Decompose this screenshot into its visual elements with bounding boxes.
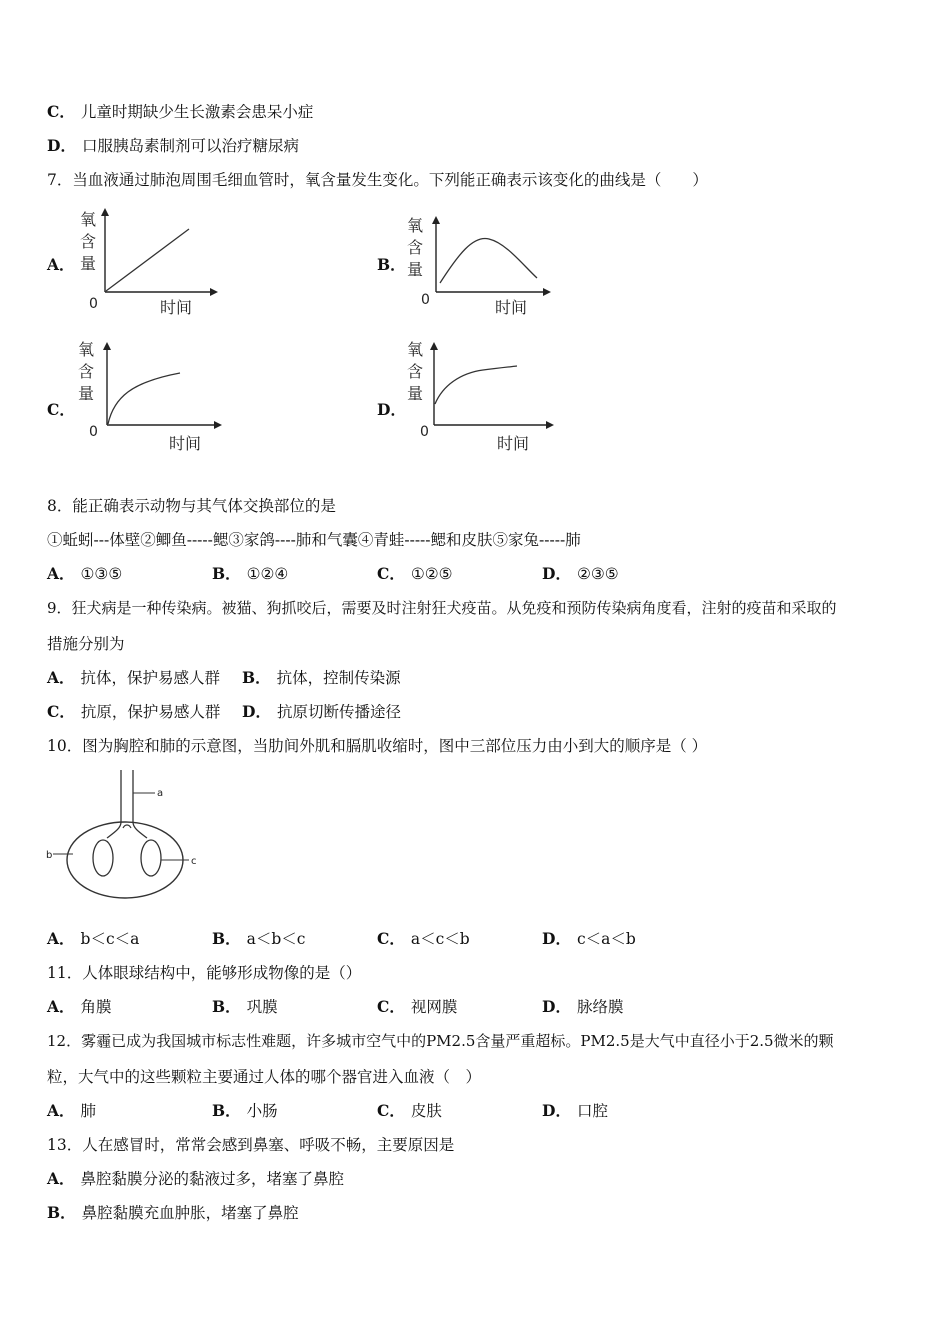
option-label: C． xyxy=(377,564,405,583)
option-label: C． xyxy=(377,997,405,1016)
q8-stem: 8．能正确表示动物与其气体交换部位的是 xyxy=(47,497,336,515)
option-text: 巩膜 xyxy=(246,998,278,1016)
option-label: B． xyxy=(47,1203,76,1222)
option-label: D． xyxy=(542,564,571,583)
option-label: D． xyxy=(542,1101,571,1120)
q9-stem-line1: 9．狂犬病是一种传染病。被猫、狗抓咬后，需要及时注射狂犬疫苗。从免疫和预防传染病角度看，注射的疫苗和采取的 xyxy=(47,599,837,617)
q9-options-row2 xyxy=(47,702,907,722)
oxygen-curve xyxy=(435,366,517,404)
option-label: C． xyxy=(377,929,405,948)
y-label-char: 氧 xyxy=(80,210,97,229)
label-a: a xyxy=(157,788,164,799)
q13-option-b xyxy=(47,1203,299,1223)
y-label-char: 含 xyxy=(407,238,424,257)
option-text: 抗体，控制传染源 xyxy=(276,669,401,687)
q12-stem-line1: 12．雾霾已成为我国城市标志性难题，许多城市空气中的PM2.5含量严重超标。PM2.5是大气中直径小于2.5微米的颗 xyxy=(47,1032,834,1050)
q7-stem: 7．当血液通过肺泡周围毛细血管时，氧含量发生变化。下列能正确表示该变化的曲线是（ ） xyxy=(47,171,708,189)
x-axis-label: 时间 xyxy=(160,298,193,317)
label-c: c xyxy=(191,856,197,867)
graph-b-label: B． xyxy=(377,255,406,274)
q9-option-b xyxy=(242,668,401,688)
q12-options xyxy=(47,1101,907,1121)
x-axis-label: 时间 xyxy=(495,298,528,317)
graph-d xyxy=(403,335,563,455)
y-label-char: 量 xyxy=(407,384,424,403)
origin-label: 0 xyxy=(421,292,430,308)
option-text: 儿童时期缺少生长激素会患呆小症 xyxy=(80,103,314,121)
q10-option-d xyxy=(542,929,636,949)
oxygen-curve xyxy=(108,373,180,424)
oxygen-curve xyxy=(440,238,537,283)
option-label: A． xyxy=(47,668,75,687)
option-label: A． xyxy=(47,1169,75,1188)
x-axis-arrow xyxy=(210,288,218,296)
option-text: ②③⑤ xyxy=(576,565,619,583)
left-lung xyxy=(93,840,113,876)
option-text: 角膜 xyxy=(80,998,112,1016)
option-text: 脉络膜 xyxy=(576,998,624,1016)
y-axis-arrow xyxy=(101,208,109,216)
option-text: ①③⑤ xyxy=(80,565,123,583)
option-label: A． xyxy=(47,1101,75,1120)
option-label: C． xyxy=(47,702,75,721)
option-text: a＜c＜b xyxy=(410,930,470,948)
option-label: D． xyxy=(47,136,76,155)
q10-option-b xyxy=(212,929,305,949)
graph-d-label: D． xyxy=(377,400,406,419)
option-label: A． xyxy=(47,929,75,948)
q11-stem: 11．人体眼球结构中，能够形成物像的是（） xyxy=(47,964,362,982)
q10-options xyxy=(47,929,907,949)
q11-option-d xyxy=(542,997,623,1017)
y-label-char: 含 xyxy=(80,232,97,251)
option-label: A． xyxy=(47,997,75,1016)
y-label-char: 氧 xyxy=(78,340,95,359)
graph-c xyxy=(72,335,232,455)
q13-stem: 13．人在感冒时，常常会感到鼻塞、呼吸不畅，主要原因是 xyxy=(47,1136,455,1154)
q12-option-a xyxy=(47,1101,96,1121)
q11-option-a xyxy=(47,997,112,1017)
x-axis-label: 时间 xyxy=(497,434,530,453)
option-text: 口腔 xyxy=(576,1102,608,1120)
q9-option-a xyxy=(47,668,220,688)
option-text: 视网膜 xyxy=(410,998,458,1016)
option-text: ①②⑤ xyxy=(410,565,453,583)
option-label: A． xyxy=(47,564,75,583)
option-text: c＜a＜b xyxy=(576,930,636,948)
graph-a xyxy=(72,205,232,320)
y-axis-arrow xyxy=(432,216,440,224)
option-label: D． xyxy=(242,702,271,721)
option-label: B． xyxy=(212,997,241,1016)
y-label-char: 量 xyxy=(78,384,95,403)
option-text: 鼻腔黏膜分泌的黏液过多，堵塞了鼻腔 xyxy=(80,1170,345,1188)
y-axis-arrow xyxy=(430,342,438,350)
trachea-right xyxy=(133,770,147,838)
q8-option-d xyxy=(542,564,619,584)
label-b: b xyxy=(46,850,53,861)
q10-option-c xyxy=(377,929,470,949)
q10-option-a xyxy=(47,929,139,949)
y-label-char: 量 xyxy=(407,260,424,279)
q9-option-c xyxy=(47,702,220,722)
q12-option-d xyxy=(542,1101,608,1121)
y-label-char: 含 xyxy=(407,362,424,381)
q9-options-row1 xyxy=(47,668,907,688)
option-label: D． xyxy=(542,997,571,1016)
option-label: B． xyxy=(212,564,241,583)
q11-option-c xyxy=(377,997,457,1017)
origin-label: 0 xyxy=(89,424,98,440)
oxygen-curve xyxy=(106,229,189,291)
option-text: 口服胰岛素制剂可以治疗糖尿病 xyxy=(81,137,299,155)
q10-stem: 10．图为胸腔和肺的示意图，当肋间外肌和膈肌收缩时，图中三部位压力由小到大的顺序是（ ） xyxy=(47,737,708,755)
chest-lung-diagram xyxy=(45,768,215,908)
graph-c-label: C． xyxy=(47,400,75,419)
q9-stem-line2: 措施分别为 xyxy=(47,635,125,653)
y-label-char: 含 xyxy=(78,362,95,381)
q11-option-b xyxy=(212,997,278,1017)
trachea-left xyxy=(107,770,121,838)
y-label-char: 氧 xyxy=(407,340,424,359)
right-lung xyxy=(141,840,161,876)
q12-stem-line2: 粒，大气中的这些颗粒主要通过人体的哪个器官进入血液（ ） xyxy=(47,1068,482,1086)
q6-option-d xyxy=(47,136,299,156)
x-axis-arrow xyxy=(543,288,551,296)
q11-options xyxy=(47,997,907,1017)
q8-options xyxy=(47,564,907,584)
graph-a-label: A． xyxy=(47,255,75,274)
q13-option-a xyxy=(47,1169,344,1189)
y-label-char: 量 xyxy=(80,254,97,273)
q9-option-d xyxy=(242,702,401,722)
q8-option-a xyxy=(47,564,122,584)
option-label: C． xyxy=(47,102,75,121)
origin-label: 0 xyxy=(420,424,429,440)
q6-option-c xyxy=(47,102,313,122)
origin-label: 0 xyxy=(89,296,98,312)
q8-option-b xyxy=(212,564,288,584)
option-label: B． xyxy=(212,929,241,948)
q8-statement: ①蚯蚓---体壁②鲫鱼-----鳃③家鸽----肺和气囊④青蛙-----鳃和皮肤⑤家兔-----肺 xyxy=(47,531,581,549)
option-label: B． xyxy=(242,668,271,687)
option-label: D． xyxy=(542,929,571,948)
option-text: 皮肤 xyxy=(410,1102,442,1120)
option-text: b＜c＜a xyxy=(80,930,140,948)
x-axis-arrow xyxy=(546,421,554,429)
graph-b xyxy=(403,205,563,320)
option-text: 小肠 xyxy=(246,1102,278,1120)
option-text: 抗体，保护易感人群 xyxy=(80,669,221,687)
x-axis-label: 时间 xyxy=(169,434,202,453)
y-label-char: 氧 xyxy=(407,216,424,235)
option-text: 肺 xyxy=(80,1102,97,1120)
option-text: 抗原，保护易感人群 xyxy=(80,703,221,721)
option-text: ①②④ xyxy=(246,565,289,583)
option-label: C． xyxy=(377,1101,405,1120)
q12-option-c xyxy=(377,1101,442,1121)
q12-option-b xyxy=(212,1101,278,1121)
option-text: a＜b＜c xyxy=(246,930,306,948)
q8-option-c xyxy=(377,564,453,584)
option-text: 抗原切断传播途径 xyxy=(276,703,401,721)
option-text: 鼻腔黏膜充血肿胀，堵塞了鼻腔 xyxy=(81,1204,299,1222)
bronchus-fork xyxy=(123,825,131,828)
y-axis-arrow xyxy=(103,342,111,350)
option-label: B． xyxy=(212,1101,241,1120)
x-axis-arrow xyxy=(214,421,222,429)
